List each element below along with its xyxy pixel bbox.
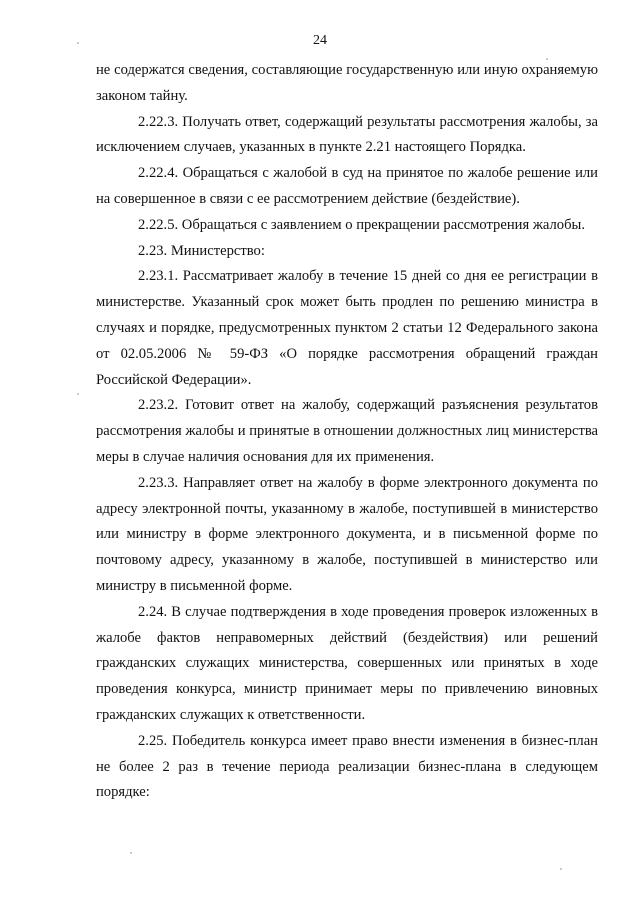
paragraph-2-25: 2.25. Победитель конкурса имеет право внести изменения в бизнес-план не более 2 раз в течение периода реализации бизнес-плана в следующем порядке: bbox=[96, 732, 598, 801]
scan-speck bbox=[560, 868, 562, 870]
paragraph-2-23-1: 2.23.1. Рассматривает жалобу в течение 15 дней со дня ее регистрации в министерстве. Указанный срок может быть продлен по решению министра в случаях и порядке, предусмотренных пунктом 2 статьи 12 Федерального закона от 02.05.2006 № 59-ФЗ «О порядке рассмотрения обращений граждан Российской Федерации». bbox=[96, 268, 598, 388]
scan-speck bbox=[77, 393, 79, 395]
paragraph-2-23-3: 2.23.3. Направляет ответ на жалобу в форме электронного документа по адресу электронной почты, указанному в жалобе, поступившей в министерство или министру в форме электронного документа, и в письменной форме по почтовому адресу, указанному в жалобе, поступившей в министерство или министру в письменной форме. bbox=[96, 474, 598, 594]
paragraph-2-22-5: 2.22.5. Обращаться с заявлением о прекращении рассмотрения жалобы. bbox=[138, 216, 585, 233]
scan-speck bbox=[546, 58, 548, 60]
paragraph-2-23: 2.23. Министерство: bbox=[138, 242, 265, 259]
paragraph-2-23-2: 2.23.2. Готовит ответ на жалобу, содержащий разъяснения результатов рассмотрения жалобы и принятые в отношении должностных лиц министерства меры в случае наличия основания для их применения. bbox=[96, 397, 598, 465]
document-body bbox=[96, 58, 598, 806]
page-number: 24 bbox=[313, 33, 327, 48]
scan-speck bbox=[130, 852, 132, 854]
paragraph-2-24: 2.24. В случае подтверждения в ходе проведения проверок изложенных в жалобе фактов неправомерных действий (бездействия) или решений гражданских служащих министерства, совершенных или принятых в ходе проведения конкурса, министр принимает меры по привлечению виновных гражданских служащих к ответственности. bbox=[96, 603, 598, 723]
paragraph-2-22-4: 2.22.4. Обращаться с жалобой в суд на принятое по жалобе решение или на совершенное в связи с ее рассмотрением действие (бездействие). bbox=[96, 165, 598, 207]
scan-speck bbox=[77, 42, 79, 44]
paragraph-continuation: не содержатся сведения, составляющие государственную или иную охраняемую законом тайну. bbox=[96, 62, 598, 104]
paragraph-2-22-3: 2.22.3. Получать ответ, содержащий результаты рассмотрения жалобы, за исключением случаев, указанных в пункте 2.21 настоящего Порядка. bbox=[96, 113, 598, 156]
